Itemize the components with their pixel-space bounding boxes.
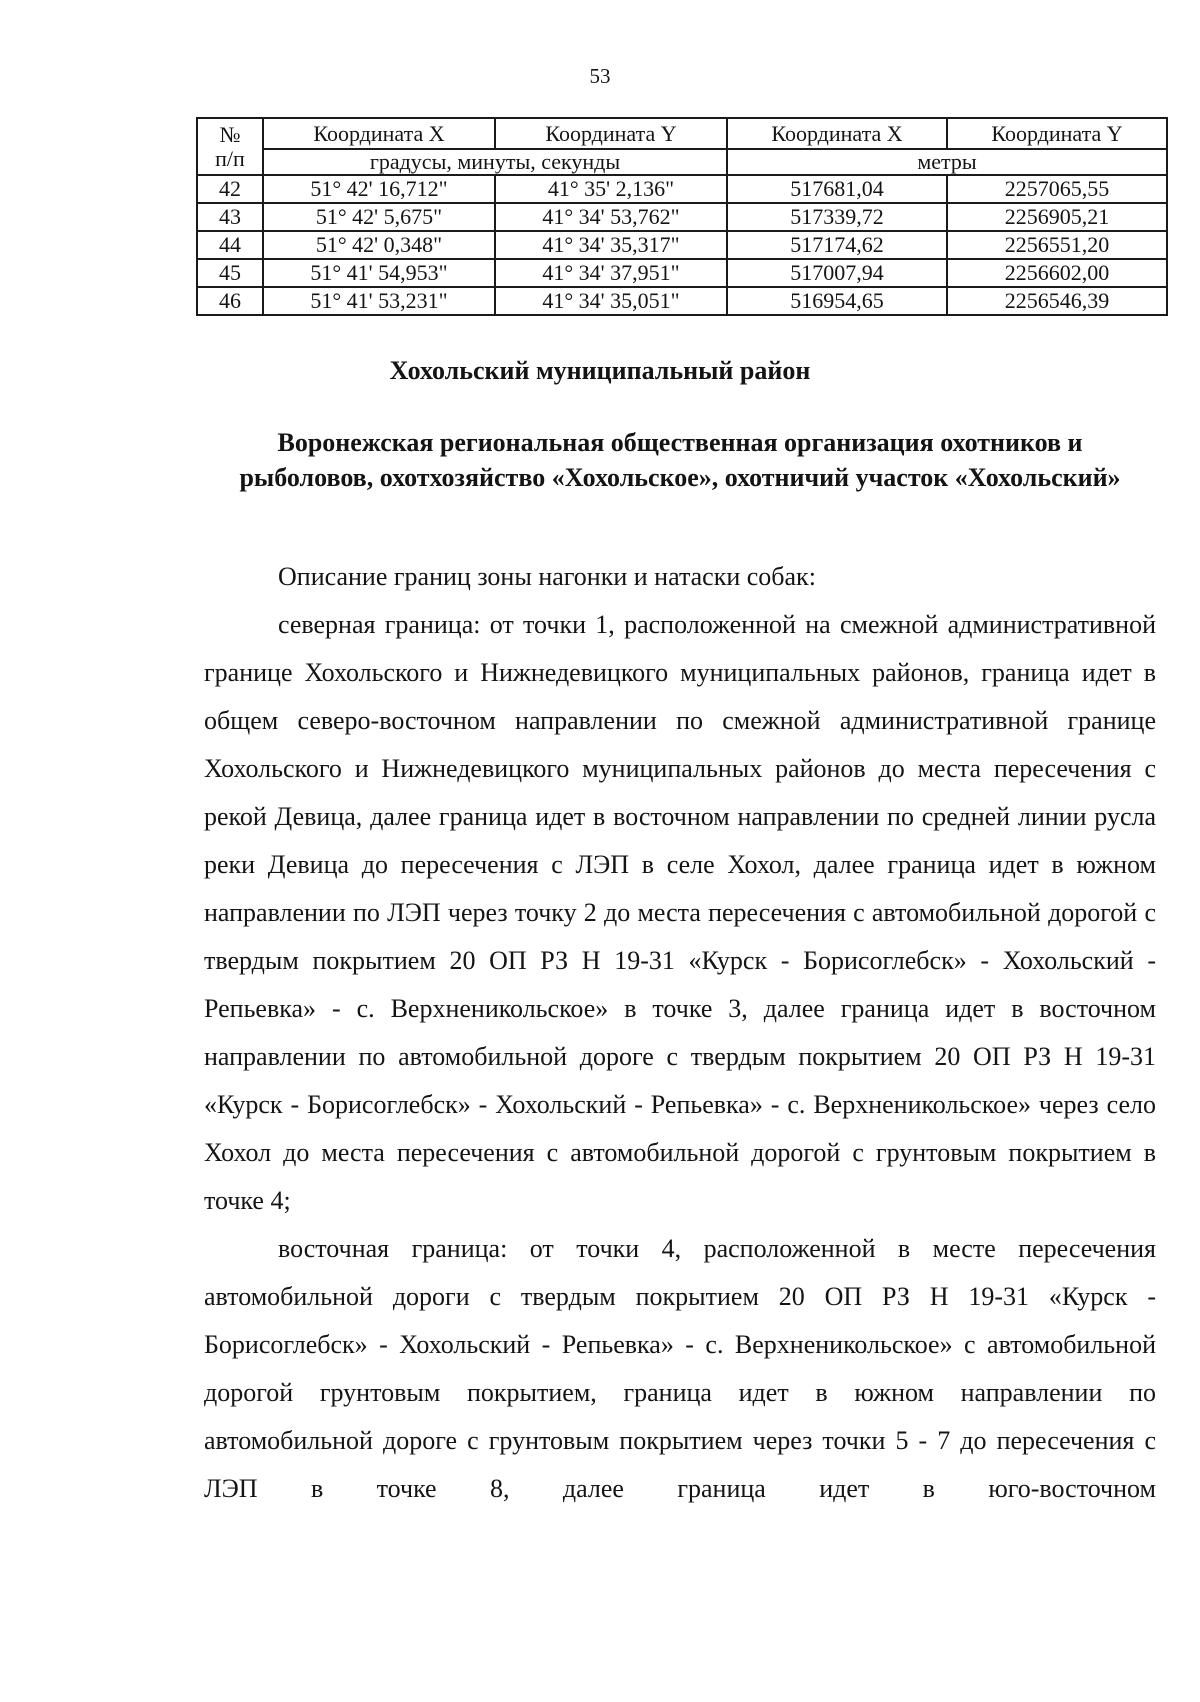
header-num: № п/п (197, 118, 263, 175)
paragraph-east-boundary: восточная граница: от точки 4, расположенной в месте пересечения автомобильной дороги с твердым покрытием 20 ОП РЗ Н 19-31 «Курск - Борисоглебск» - Хохольский - Репьевка» - с. Верхненикольское» с автомобильной дорогой грунтовым покрытием, граница идет в южном направлении по автомобильной дороге с грунтовым покрытием через точки 5 - 7 до пересечения с ЛЭП в точке 8, далее граница идет в юго-восточном (204, 1234, 1156, 1503)
paragraph-intro: Описание границ зоны нагонки и натаски собак: (278, 562, 816, 591)
cell-x-deg: 51° 42' 5,675" (263, 203, 495, 231)
cell-y-deg: 41° 34' 35,051" (495, 287, 727, 315)
cell-y-deg: 41° 35' 2,136" (495, 175, 727, 203)
cell-x-m: 517681,04 (727, 175, 947, 203)
cell-num: 43 (197, 203, 263, 231)
district-title: Хохольский муниципальный район (389, 356, 811, 385)
cell-y-m: 2256546,39 (947, 287, 1167, 315)
cell-x-deg: 51° 41' 53,231" (263, 287, 495, 315)
table-row (197, 175, 1167, 203)
cell-y-m: 2256905,21 (947, 203, 1167, 231)
header-coord-x-m: Координата X (727, 118, 947, 149)
cell-y-m: 2256551,20 (947, 231, 1167, 259)
cell-y-m: 2256602,00 (947, 259, 1167, 287)
cell-num: 42 (197, 175, 263, 203)
header-coord-y-m: Координата Y (947, 118, 1167, 149)
units-meters: метры (727, 149, 1167, 175)
table-row (197, 231, 1167, 259)
cell-x-m: 517339,72 (727, 203, 947, 231)
header-coord-x-deg: Координата X (263, 118, 495, 149)
cell-num: 44 (197, 231, 263, 259)
table-row (197, 287, 1167, 315)
page-number: 53 (589, 64, 611, 88)
table-row (197, 259, 1167, 287)
table-row (197, 203, 1167, 231)
cell-x-deg: 51° 42' 0,348" (263, 231, 495, 259)
cell-y-deg: 41° 34' 35,317" (495, 231, 727, 259)
paragraph-north-boundary: северная граница: от точки 1, расположенной на смежной административной границе Хохольского и Нижнедевицкого муниципальных районов, граница идет в общем северо-восточном направлении по смежной административной границе Хохольского и Нижнедевицкого муниципальных районов до места пересечения с рекой Девица, далее граница идет в восточном направлении по средней линии русла реки Девица до пересечения с ЛЭП в селе Хохол, далее граница идет в южном направлении по ЛЭП через точку 2 до места пересечения с автомобильной дорогой с твердым покрытием 20 ОП РЗ Н 19-31 «Курск - Борисоглебск» - Хохольский - Репьевка» - с. Верхненикольское» в точке 3, далее граница идет в восточном направлении по автомобильной дороге с твердым покрытием 20 ОП РЗ Н 19-31 «Курск - Борисоглебск» - Хохольский - Репьевка» - с. Верхненикольское» через село Хохол до места пересечения с автомобильной дорогой с грунтовым покрытием в точке 4; (204, 610, 1156, 1215)
organization-title: Воронежская региональная общественная организация охотников и рыболовов, охотхозяйство «Хохольское», охотничий участок «Хохольский» (239, 428, 1121, 492)
cell-x-m: 517007,94 (727, 259, 947, 287)
cell-y-m: 2257065,55 (947, 175, 1167, 203)
cell-num: 46 (197, 287, 263, 315)
table-header-row (197, 118, 1167, 149)
cell-y-deg: 41° 34' 37,951" (495, 259, 727, 287)
cell-x-m: 517174,62 (727, 231, 947, 259)
cell-x-m: 516954,65 (727, 287, 947, 315)
document-body (204, 553, 1156, 1513)
cell-y-deg: 41° 34' 53,762" (495, 203, 727, 231)
header-coord-y-deg: Координата Y (495, 118, 727, 149)
units-degrees: градусы, минуты, секунды (263, 149, 727, 175)
cell-x-deg: 51° 41' 54,953" (263, 259, 495, 287)
cell-x-deg: 51° 42' 16,712" (263, 175, 495, 203)
coordinates-table (196, 117, 1168, 316)
cell-num: 45 (197, 259, 263, 287)
table-units-row (197, 149, 1167, 175)
